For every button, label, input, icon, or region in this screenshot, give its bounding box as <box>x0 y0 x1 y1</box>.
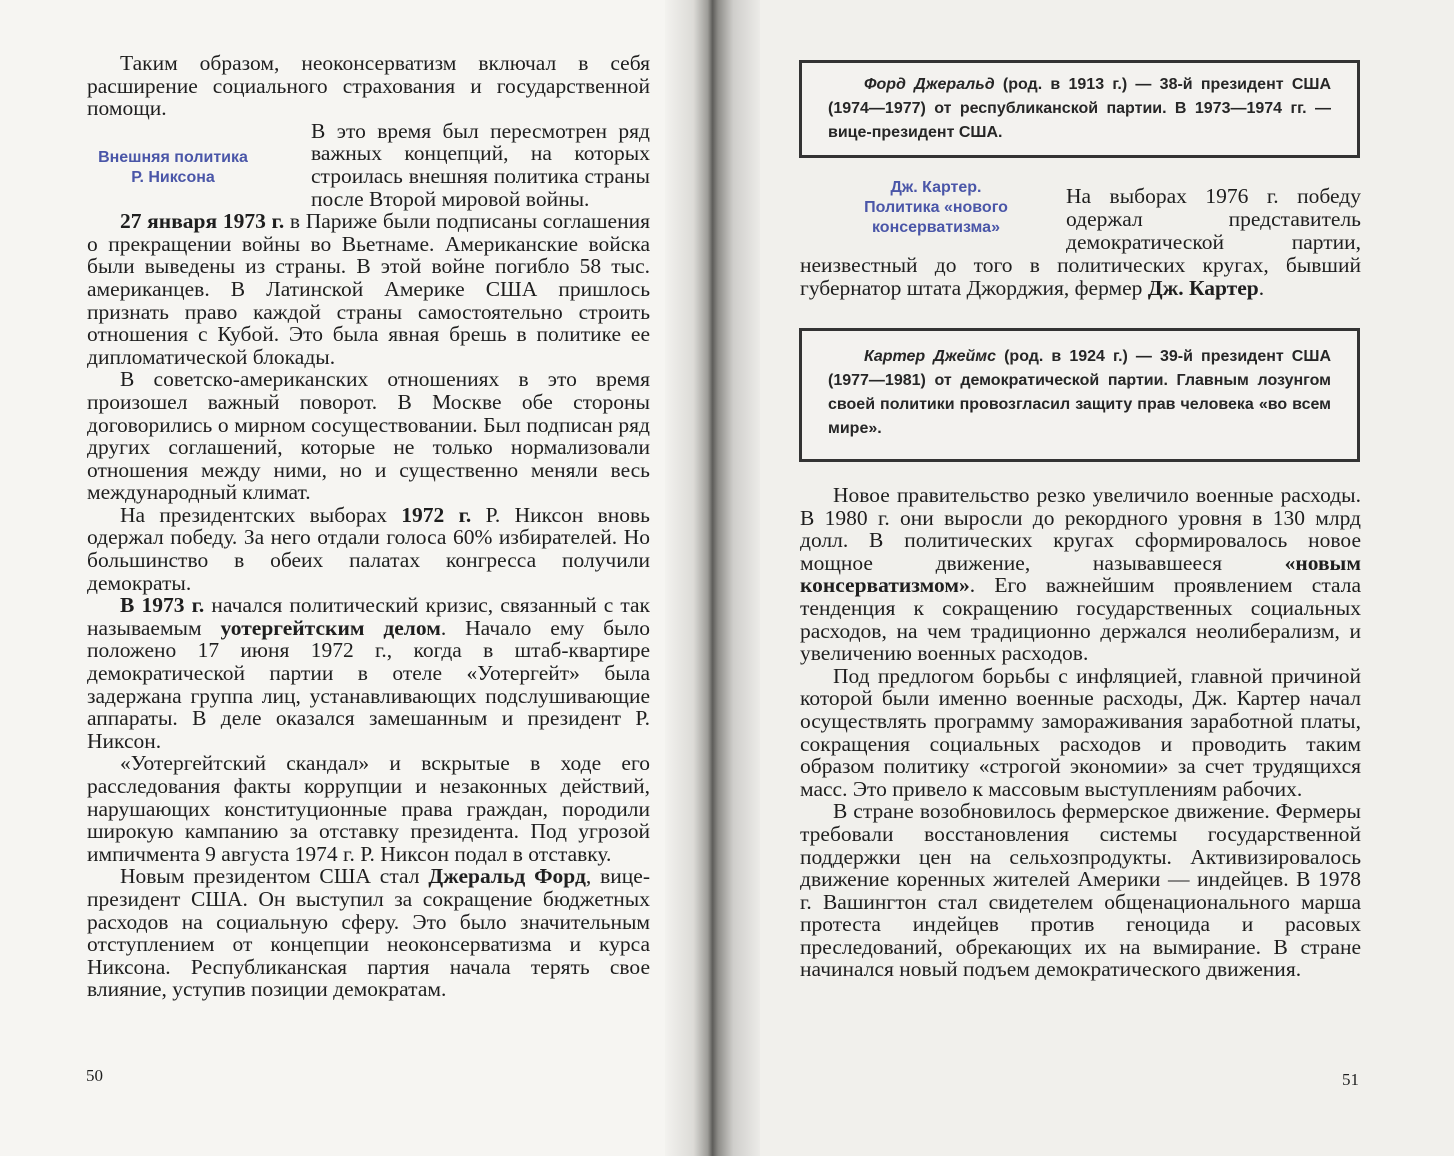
paragraph-military-spending: Новое правительство резко увеличило военные расходы. В 1980 г. они выросли до рекордного уровня в 130 млрд долл. В политических кругах сформировалось новое мощное движение, называвшееся «новым консерватизмом». Его важнейшим проявлением стала тенденция к сокращению государственных социальных расходов, на чем традиционно держался неолиберализм, и увеличению военных расходов. <box>800 483 1361 666</box>
info-box-carter: Картер Джеймс (род. в 1924 г.) — 39-й президент США (1977—1981) от демократической партии. Главным лозунгом своей политики провозгласил защиту прав человека «во всем мире». <box>799 328 1360 462</box>
side-heading-spacer <box>800 185 1066 253</box>
paragraph-1976-election: На выборах 1976 г. победу одержал представитель демократической партии, неизвестный до того в политических кругах, бывший губернатор штата Джорджия, фермер Дж. Картер. <box>800 184 1361 300</box>
paragraph-neoconservatism: Таким образом, неоконсерватизм включал в себя расширение социального страхования и государственной помощи. <box>87 51 650 121</box>
left-page-text <box>87 52 650 1001</box>
paragraph-concepts-revised: В это время был пересмотрен ряд важных концепций, на которых строилась внешняя политика страны после Второй мировой войны. <box>311 118 650 211</box>
paragraph-gerald-ford: Новым президентом США стал Джеральд Форд, вице-президент США. Он выступил за сокращение бюджетных расходов на социальную сферу. Это было значительным отступлением от концепции неоконсерватизма и курса Никсона. Республиканская партия начала терять свое влияние, уступив позиции демократам. <box>87 864 650 1002</box>
paragraph-inflation-policy: Под предлогом борьбы с инфляцией, главной причиной которой были именно военные расходы, Дж. Картер начал осуществлять программу замораживания заработной платы, сокращения социальных расходов и проводить таким образом политику «строгой экономии» за счет трудящихся масс. Это привело к массовым выступлениям рабочих. <box>800 663 1361 801</box>
paragraph-1972-election: На президентских выборах 1972 г. Р. Никсон вновь одержал победу. За него отдали голоса 60% избирателей. Но большинство в обеих палатах конгресса получили демократы. <box>87 502 650 595</box>
right-page-text <box>800 484 1361 981</box>
page-number-right: 51 <box>1342 1070 1359 1089</box>
info-box-ford: Форд Джеральд (род. в 1913 г.) — 38-й президент США (1974—1977) от республиканской партии. В 1973—1974 гг. — вице-президент США. <box>799 60 1360 158</box>
paragraph-farmer-movement: В стране возобновилось фермерское движение. Фермеры требовали восстановления системы государственной поддержки цен на сельхозпродукты. Активизировалось движение коренных жителей Америки — индейцев. В 1978 г. Вашингтон стал свидетелем общенационального марша протеста индейцев против геноцида и расовых преследований, обрекающих их на вымирание. В стране начинался новый подъем демократического движения. <box>800 799 1361 982</box>
paragraph-paris-accords: 27 января 1973 г. в Париже были подписаны соглашения о прекращении войны во Вьетнаме. Американские войска были выведены из страны. В этой войне погибло 58 тыс. американцев. В Латинской Америке США пришлось признать право каждой страны самостоятельно строить отношения с Кубой. Это была явная брешь в политике ее дипломатической блокады. <box>87 209 650 369</box>
paragraph-soviet-american-relations: В советско-американских отношениях в это время произошел важный поворот. В Москве обе стороны договорились о мирном сосуществовании. Был подписан ряд других соглашений, которые не только нормализовали отношения между ними, но и существенно меняли весь международный климат. <box>87 367 650 505</box>
paragraph-watergate-scandal: «Уотергейтский скандал» и вскрытые в ходе его расследования факты коррупции и незаконных действий, нарушающих конституционные права граждан, породили широкую кампанию за отставку президента. Под угрозой импичмента 9 августа 1974 г. Р. Никсон подал в отставку. <box>87 751 650 866</box>
book-gutter <box>665 0 760 1156</box>
paragraph-watergate-crisis: В 1973 г. начался политический кризис, связанный с так называемым уотергейтским делом. Начало ему было положено 17 июня 1972 г., когда в штаб-квартире демократической партии в отеле «Уотергейт» была задержана группа лиц, устанавливающих подслушивающие аппараты. В деле оказался замешанным и президент Р. Никсон. <box>87 593 650 753</box>
side-heading-carter: Дж. Картер. Политика «нового консерватизма» <box>864 179 1008 236</box>
page-number-left: 50 <box>86 1066 103 1085</box>
side-heading-nixon-foreign-policy: Внешняя политика Р. Никсона <box>98 148 248 186</box>
